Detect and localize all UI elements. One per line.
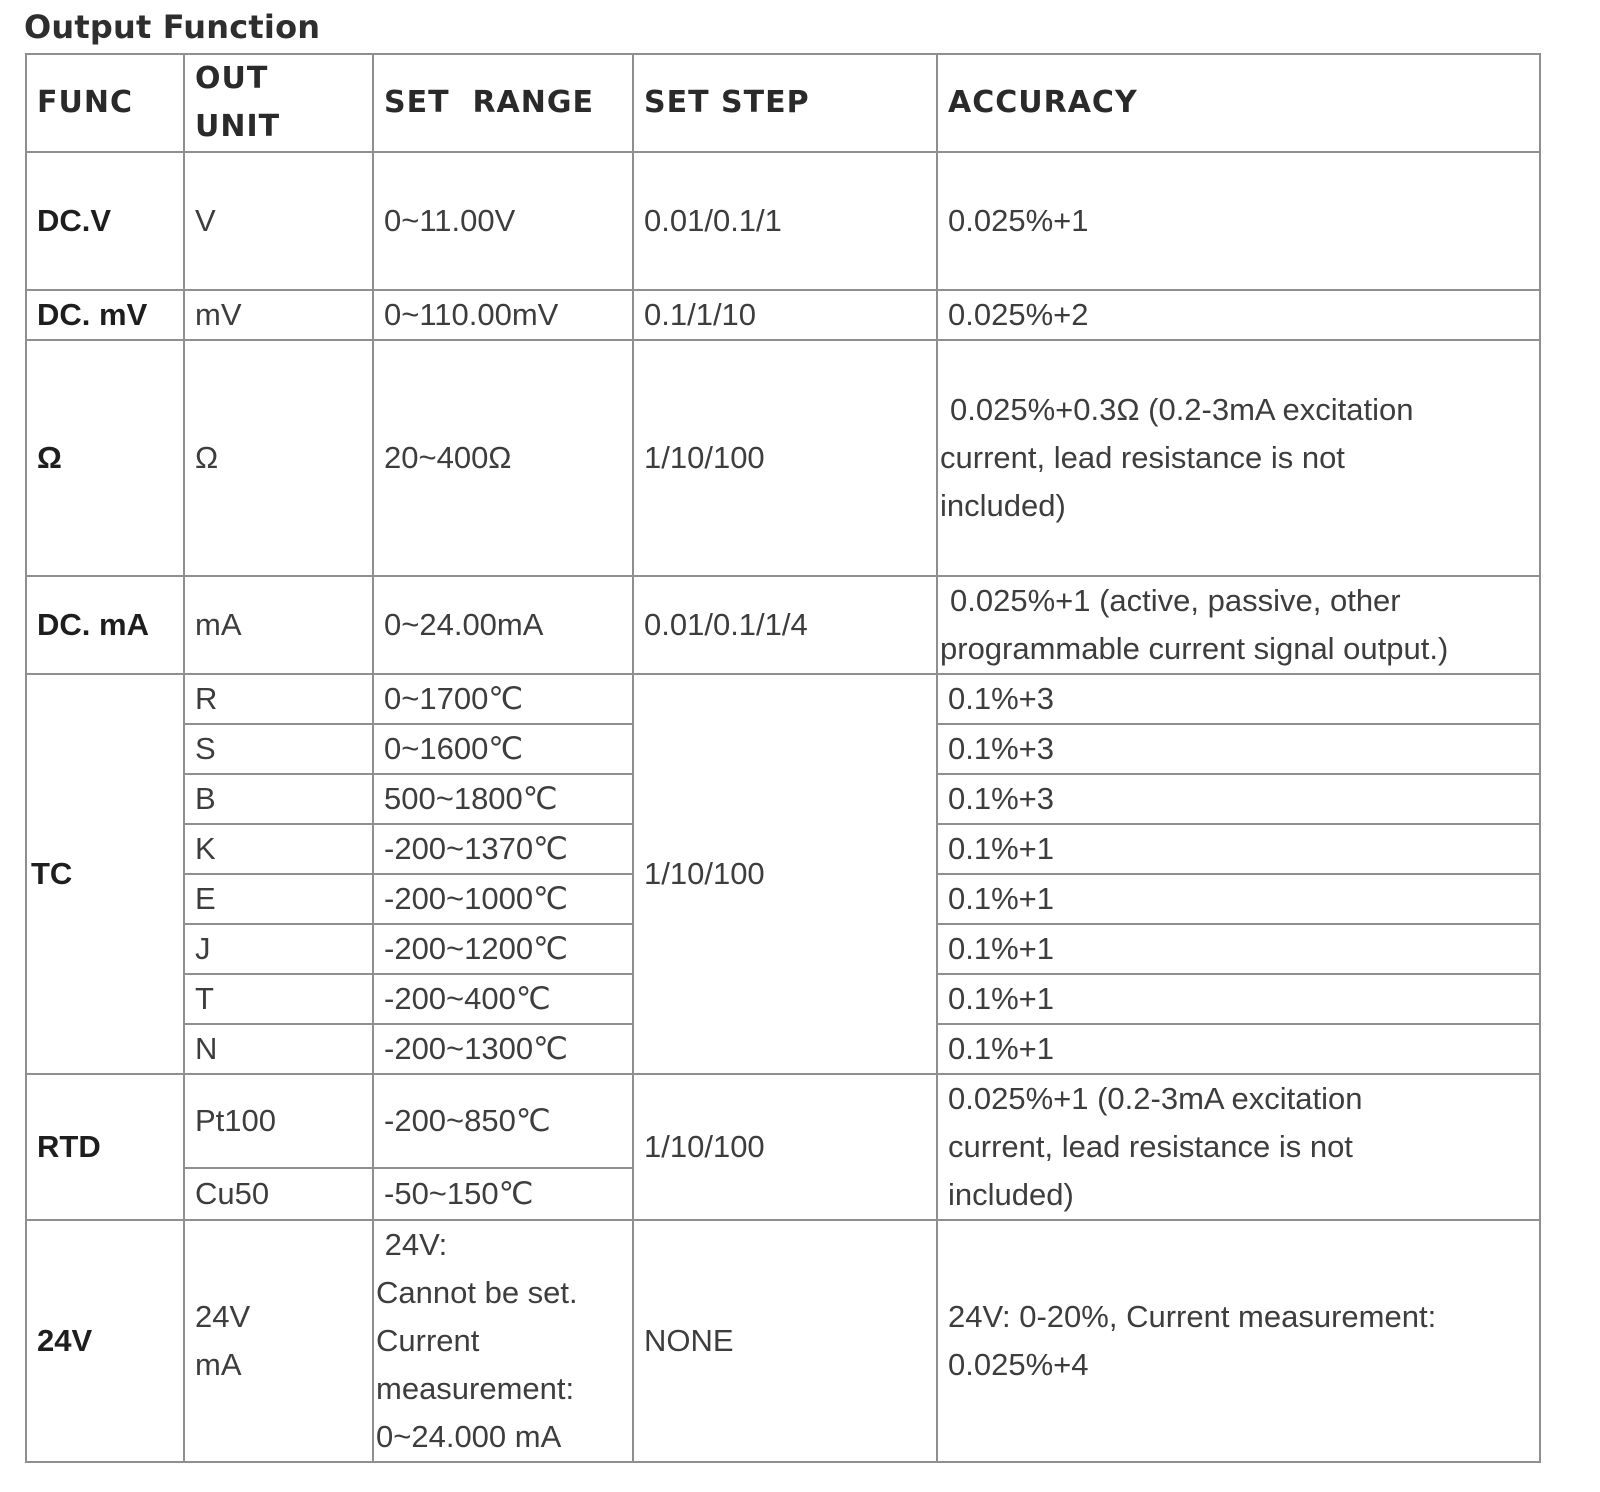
header-accuracy: ACCURACY [937, 54, 1540, 152]
range-cell: 0~1600℃ [373, 724, 633, 774]
accuracy-cell: 0.1%+3 [937, 674, 1540, 724]
unit-line: mA [195, 1347, 242, 1382]
accuracy-line: included) [940, 488, 1066, 523]
unit-cell: T [184, 974, 373, 1024]
range-line: Cannot be set. [376, 1275, 578, 1310]
accuracy-cell [937, 1074, 1540, 1220]
range-cell: 0~1700℃ [373, 674, 633, 724]
unit-line: 24V [195, 1299, 251, 1334]
header-set-step: SET STEP [633, 54, 937, 152]
step-cell: 0.01/0.1/1 [633, 152, 937, 290]
step-cell: 0.1/1/10 [633, 290, 937, 340]
range-line: 0~24.000 mA [376, 1419, 562, 1454]
func-cell: DC.V [26, 152, 184, 290]
page-title: Output Function [24, 8, 321, 46]
unit-cell: R [184, 674, 373, 724]
accuracy-cell: 0.025%+2 [937, 290, 1540, 340]
range-cell: 20~400Ω [373, 340, 633, 576]
unit-cell: mA [184, 576, 373, 674]
range-cell: -200~1300℃ [373, 1024, 633, 1074]
accuracy-line: current, lead resistance is not [948, 1129, 1353, 1164]
table-row-rtd [26, 1074, 1540, 1168]
range-cell: 0~11.00V [373, 152, 633, 290]
unit-cell: N [184, 1024, 373, 1074]
range-line: Current [376, 1323, 480, 1358]
range-line: 24V: [376, 1227, 448, 1262]
accuracy-cell: 0.1%+1 [937, 824, 1540, 874]
header-set-range: SET RANGE [373, 54, 633, 152]
range-cell: -200~1200℃ [373, 924, 633, 974]
range-cell: -200~1370℃ [373, 824, 633, 874]
unit-cell: E [184, 874, 373, 924]
range-cell: 0~24.00mA [373, 576, 633, 674]
step-cell: 1/10/100 [633, 340, 937, 576]
step-cell: NONE [633, 1220, 937, 1462]
func-cell: 24V [26, 1220, 184, 1462]
accuracy-line: 0.025%+0.3Ω (0.2-3mA excitation [950, 392, 1414, 427]
range-cell: 500~1800℃ [373, 774, 633, 824]
header-row [26, 54, 1540, 152]
range-cell: -200~850℃ [373, 1074, 633, 1168]
unit-cell: K [184, 824, 373, 874]
accuracy-line: 0.025%+1 (0.2-3mA excitation [948, 1081, 1363, 1116]
table-row-dcma [26, 576, 1540, 674]
func-cell: RTD [26, 1074, 184, 1220]
unit-cell [184, 1220, 373, 1462]
step-cell: 0.01/0.1/1/4 [633, 576, 937, 674]
range-cell: -50~150℃ [373, 1168, 633, 1220]
unit-cell: S [184, 724, 373, 774]
range-cell [373, 1220, 633, 1462]
func-cell: Ω [26, 340, 184, 576]
accuracy-line: current, lead resistance is not [940, 440, 1345, 475]
unit-cell: Ω [184, 340, 373, 576]
func-cell: DC. mA [26, 576, 184, 674]
table-row-dcv [26, 152, 1540, 290]
table-row-ohm [26, 340, 1540, 576]
accuracy-cell: 0.1%+1 [937, 1024, 1540, 1074]
range-line: measurement: [376, 1371, 575, 1406]
table-row-tc [26, 674, 1540, 724]
accuracy-cell [937, 576, 1540, 674]
table-row-24v [26, 1220, 1540, 1462]
accuracy-cell: 0.1%+3 [937, 774, 1540, 824]
step-cell: 1/10/100 [633, 674, 937, 1074]
accuracy-cell [937, 340, 1540, 576]
accuracy-line: included) [948, 1177, 1074, 1212]
unit-cell: V [184, 152, 373, 290]
table-row-dcmv [26, 290, 1540, 340]
accuracy-cell [937, 1220, 1540, 1462]
unit-cell: B [184, 774, 373, 824]
range-cell: -200~400℃ [373, 974, 633, 1024]
unit-cell: mV [184, 290, 373, 340]
header-out-unit: OUT UNIT [184, 54, 373, 152]
accuracy-line: 0.025%+1 (active, passive, other [950, 583, 1401, 618]
func-cell: TC [26, 674, 184, 1074]
func-cell: DC. mV [26, 290, 184, 340]
accuracy-line: 24V: 0-20%, Current measurement: [948, 1299, 1437, 1334]
range-cell: 0~110.00mV [373, 290, 633, 340]
range-cell: -200~1000℃ [373, 874, 633, 924]
accuracy-cell: 0.1%+1 [937, 974, 1540, 1024]
step-cell: 1/10/100 [633, 1074, 937, 1220]
accuracy-line: programmable current signal output.) [940, 631, 1449, 666]
accuracy-cell: 0.1%+1 [937, 874, 1540, 924]
header-func: FUNC [26, 54, 184, 152]
unit-cell: J [184, 924, 373, 974]
accuracy-cell: 0.1%+3 [937, 724, 1540, 774]
output-function-table [25, 53, 1541, 1463]
unit-cell: Pt100 [184, 1074, 373, 1168]
accuracy-cell: 0.025%+1 [937, 152, 1540, 290]
unit-cell: Cu50 [184, 1168, 373, 1220]
accuracy-line: 0.025%+4 [948, 1347, 1089, 1382]
accuracy-cell: 0.1%+1 [937, 924, 1540, 974]
